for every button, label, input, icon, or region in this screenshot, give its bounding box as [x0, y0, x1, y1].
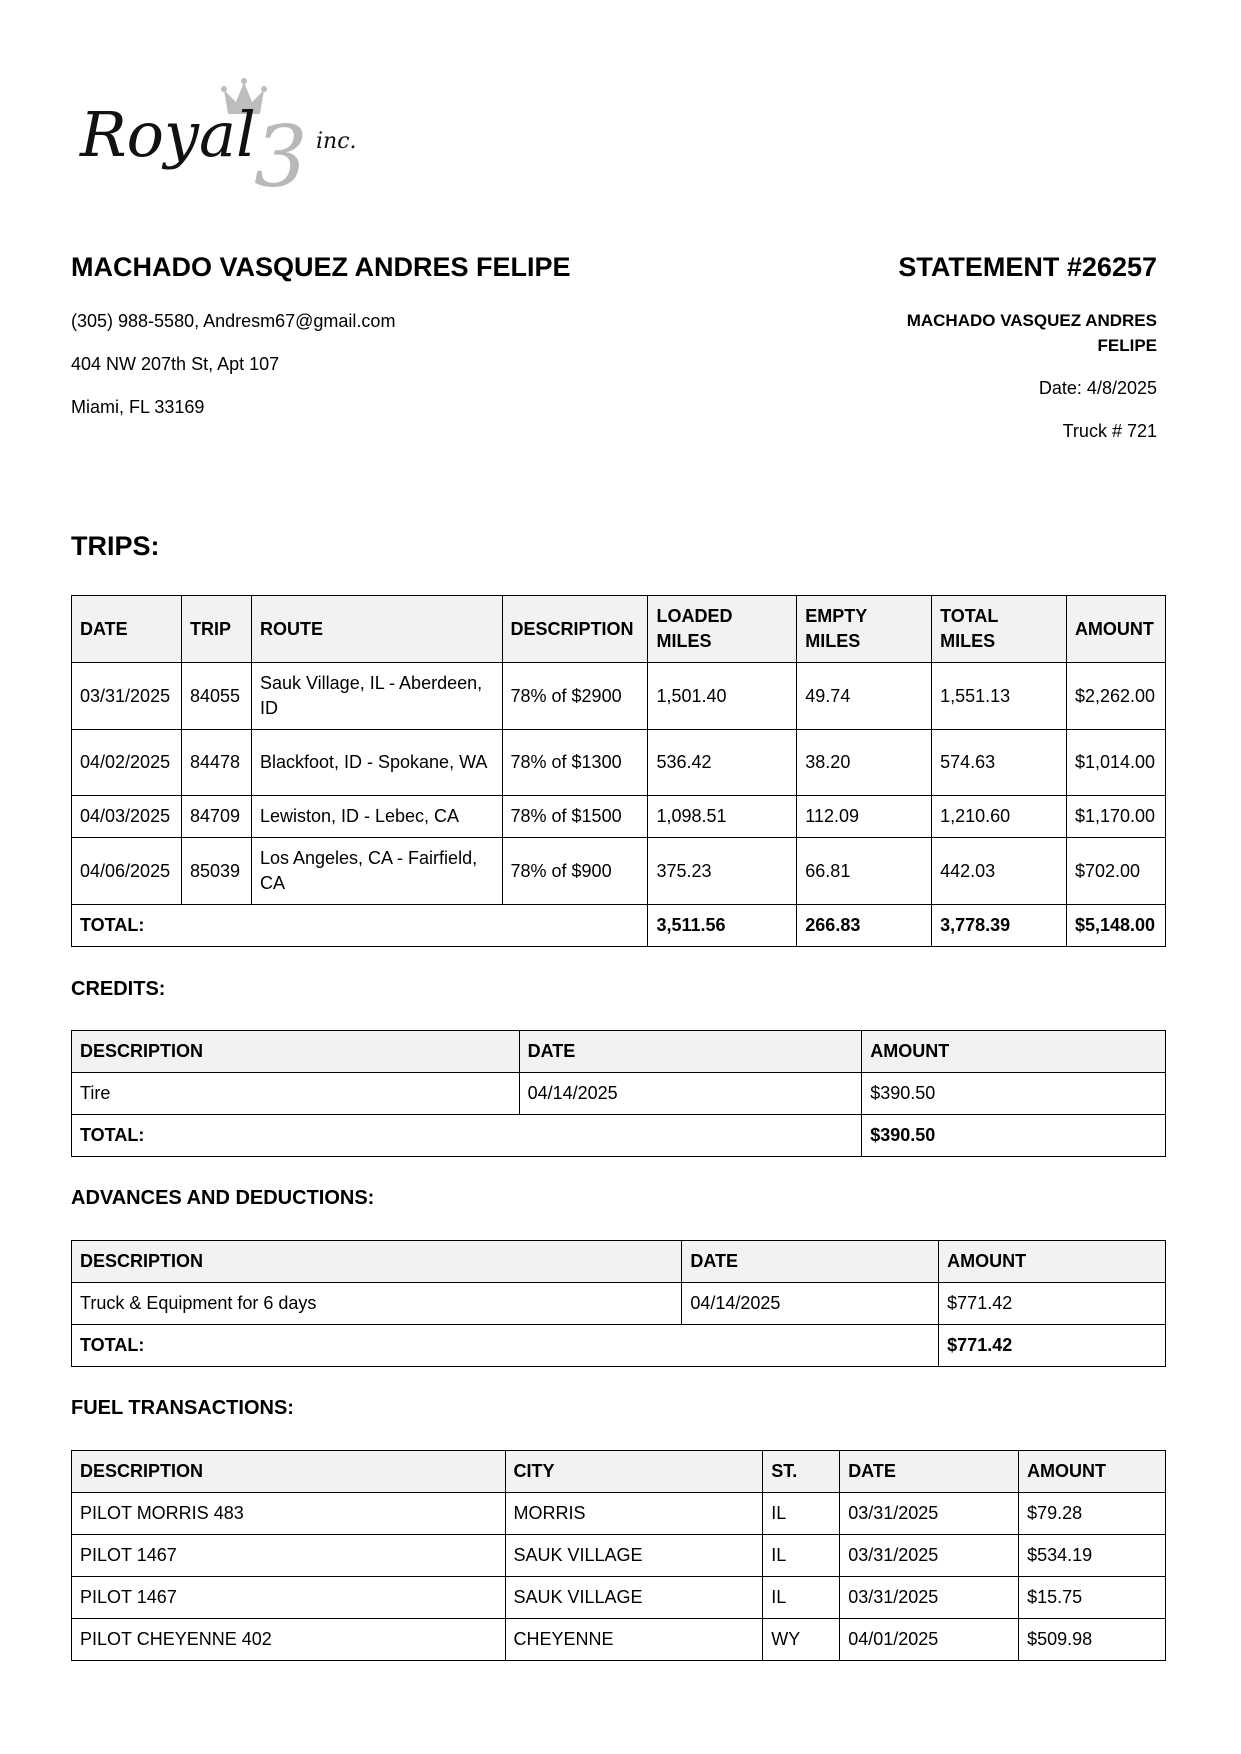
advance-date: 04/14/2025: [682, 1283, 939, 1325]
credits-header-row: [72, 1031, 1166, 1073]
trip-description: 78% of $2900: [502, 663, 648, 730]
fuel-amount: $509.98: [1019, 1619, 1166, 1661]
fuel-date: 03/31/2025: [840, 1535, 1019, 1577]
fuel-table: [71, 1450, 1166, 1661]
col-amount: AMOUNT: [1019, 1451, 1166, 1493]
fuel-city: MORRIS: [505, 1493, 763, 1535]
fuel-state: WY: [763, 1619, 840, 1661]
table-row: [72, 663, 1166, 730]
table-row: [72, 1577, 1166, 1619]
trip-loaded-miles: 1,501.40: [648, 663, 797, 730]
logo-numeral: 3: [254, 108, 308, 198]
trip-route: Blackfoot, ID - Spokane, WA: [251, 730, 502, 796]
trips-total-label: TOTAL:: [72, 905, 648, 947]
advances-total-row: [72, 1325, 1166, 1367]
credits-total-row: [72, 1115, 1166, 1157]
fuel-header-row: [72, 1451, 1166, 1493]
credits-table: [71, 1030, 1166, 1157]
advances-total-label: TOTAL:: [72, 1325, 939, 1367]
trip-amount: $1,014.00: [1066, 730, 1165, 796]
trip-loaded-miles: 536.42: [648, 730, 797, 796]
advances-title: ADVANCES AND DEDUCTIONS:: [71, 1187, 375, 1209]
col-description: DESCRIPTION: [72, 1241, 682, 1283]
fuel-description: PILOT 1467: [72, 1577, 506, 1619]
fuel-amount: $15.75: [1019, 1577, 1166, 1619]
table-row: [72, 1493, 1166, 1535]
trip-loaded-miles: 1,098.51: [648, 796, 797, 838]
trip-empty-miles: 38.20: [797, 730, 932, 796]
trip-total-miles: 1,551.13: [932, 663, 1067, 730]
driver-contact: (305) 988-5580, Andresm67@gmail.com: [71, 311, 396, 331]
fuel-date: 03/31/2025: [840, 1493, 1019, 1535]
col-description: DESCRIPTION: [72, 1031, 520, 1073]
trips-total-amount: $5,148.00: [1066, 905, 1165, 947]
trip-number: 84055: [181, 663, 251, 730]
credit-amount: $390.50: [862, 1073, 1166, 1115]
fuel-title: FUEL TRANSACTIONS:: [71, 1397, 294, 1419]
credit-description: Tire: [72, 1073, 520, 1115]
fuel-date: 03/31/2025: [840, 1577, 1019, 1619]
trip-loaded-miles: 375.23: [648, 838, 797, 905]
statement-number: STATEMENT #26257: [898, 252, 1157, 282]
statement-date: Date: 4/8/2025: [1038, 378, 1157, 398]
col-date: DATE: [519, 1031, 862, 1073]
truck-number: Truck # 721: [1062, 421, 1157, 441]
trips-total-miles: 3,778.39: [932, 905, 1067, 947]
col-date: DATE: [840, 1451, 1019, 1493]
col-date: DATE: [682, 1241, 939, 1283]
trip-description: 78% of $1500: [502, 796, 648, 838]
trips-table: [71, 595, 1166, 947]
statement-info: [797, 250, 1157, 441]
statement-recipient: MACHADO VASQUEZ ANDRES FELIPE: [906, 311, 1157, 355]
advances-header-row: [72, 1241, 1166, 1283]
table-row: [72, 730, 1166, 796]
fuel-description: PILOT 1467: [72, 1535, 506, 1577]
trip-total-miles: 1,210.60: [932, 796, 1067, 838]
trips-total-empty: 266.83: [797, 905, 932, 947]
trip-total-miles: 442.03: [932, 838, 1067, 905]
trip-amount: $2,262.00: [1066, 663, 1165, 730]
fuel-state: IL: [763, 1577, 840, 1619]
trip-number: 85039: [181, 838, 251, 905]
fuel-date: 04/01/2025: [840, 1619, 1019, 1661]
credits-total-amount: $390.50: [862, 1115, 1166, 1157]
trip-number: 84709: [181, 796, 251, 838]
trip-empty-miles: 66.81: [797, 838, 932, 905]
table-row: [72, 1619, 1166, 1661]
col-trip: TRIP: [181, 596, 251, 663]
table-row: [72, 796, 1166, 838]
advance-description: Truck & Equipment for 6 days: [72, 1283, 682, 1325]
col-empty-miles: EMPTY MILES: [797, 596, 932, 663]
fuel-amount: $534.19: [1019, 1535, 1166, 1577]
trip-total-miles: 574.63: [932, 730, 1067, 796]
fuel-state: IL: [763, 1493, 840, 1535]
trips-header-row: [72, 596, 1166, 663]
col-amount: AMOUNT: [862, 1031, 1166, 1073]
col-loaded-miles: LOADED MILES: [648, 596, 797, 663]
trip-description: 78% of $900: [502, 838, 648, 905]
table-row: [72, 1073, 1166, 1115]
trip-number: 84478: [181, 730, 251, 796]
credits-title: CREDITS:: [71, 978, 166, 1000]
driver-name: MACHADO VASQUEZ ANDRES FELIPE: [71, 252, 571, 282]
credits-total-label: TOTAL:: [72, 1115, 862, 1157]
credit-date: 04/14/2025: [519, 1073, 862, 1115]
table-row: [72, 1535, 1166, 1577]
trip-empty-miles: 49.74: [797, 663, 932, 730]
col-date: DATE: [72, 596, 182, 663]
trip-date: 04/03/2025: [72, 796, 182, 838]
fuel-description: PILOT MORRIS 483: [72, 1493, 506, 1535]
trips-total-row: [72, 905, 1166, 947]
trip-date: 04/06/2025: [72, 838, 182, 905]
trip-description: 78% of $1300: [502, 730, 648, 796]
fuel-description: PILOT CHEYENNE 402: [72, 1619, 506, 1661]
col-amount: AMOUNT: [939, 1241, 1166, 1283]
driver-info: [71, 250, 671, 417]
logo-suffix: inc.: [316, 129, 357, 154]
driver-address-line1: 404 NW 207th St, Apt 107: [71, 354, 280, 374]
trip-empty-miles: 112.09: [797, 796, 932, 838]
driver-address-line2: Miami, FL 33169: [71, 397, 205, 417]
advance-amount: $771.42: [939, 1283, 1166, 1325]
fuel-city: SAUK VILLAGE: [505, 1577, 763, 1619]
trip-amount: $1,170.00: [1066, 796, 1165, 838]
col-total-miles: TOTAL MILES: [932, 596, 1067, 663]
advances-table: [71, 1240, 1166, 1367]
trips-title: TRIPS:: [71, 531, 160, 561]
trip-route: Los Angeles, CA - Fairfield, CA: [251, 838, 502, 905]
fuel-city: CHEYENNE: [505, 1619, 763, 1661]
fuel-amount: $79.28: [1019, 1493, 1166, 1535]
col-description: DESCRIPTION: [72, 1451, 506, 1493]
table-row: [72, 838, 1166, 905]
trip-route: Lewiston, ID - Lebec, CA: [251, 796, 502, 838]
advances-total-amount: $771.42: [939, 1325, 1166, 1367]
trip-amount: $702.00: [1066, 838, 1165, 905]
trip-route: Sauk Village, IL - Aberdeen, ID: [251, 663, 502, 730]
fuel-city: SAUK VILLAGE: [505, 1535, 763, 1577]
col-city: CITY: [505, 1451, 763, 1493]
company-logo: [78, 78, 388, 198]
col-description: DESCRIPTION: [502, 596, 648, 663]
col-state: ST.: [763, 1451, 840, 1493]
trip-date: 03/31/2025: [72, 663, 182, 730]
col-route: ROUTE: [251, 596, 502, 663]
trips-total-loaded: 3,511.56: [648, 905, 797, 947]
trip-date: 04/02/2025: [72, 730, 182, 796]
table-row: [72, 1283, 1166, 1325]
logo-wordmark: Royal: [80, 98, 256, 171]
col-amount: AMOUNT: [1066, 596, 1165, 663]
fuel-state: IL: [763, 1535, 840, 1577]
